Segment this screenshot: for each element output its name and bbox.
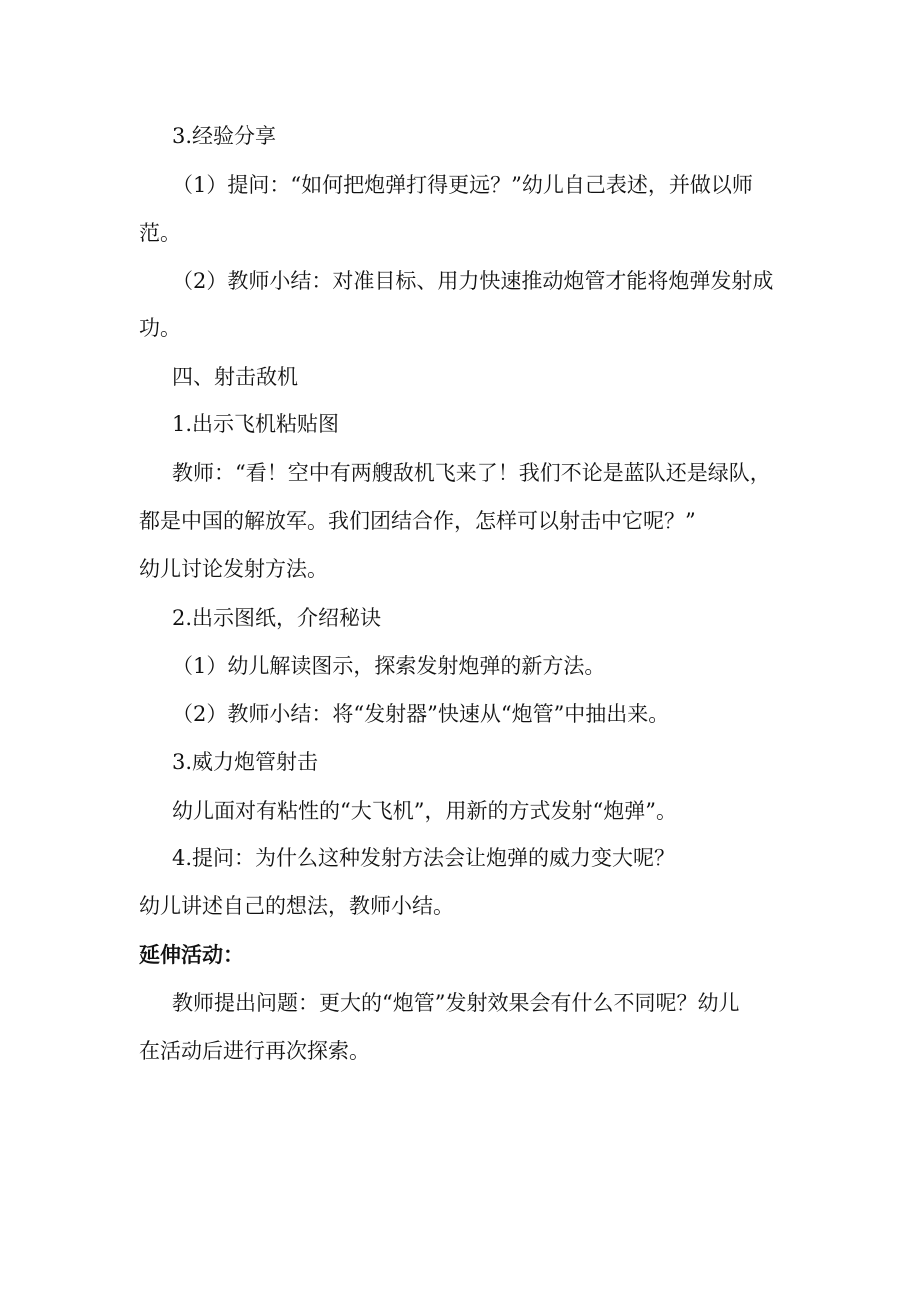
subheading-cannon-shooting: 3.威力炮管射击 [172, 750, 319, 774]
paragraph-line: 幼儿讲述自己的想法，教师小结。 [139, 894, 454, 918]
paragraph-line: （1）提问：“如何把炮弹打得更远？”幼儿自己表述，并做以师 [172, 173, 753, 197]
paragraph-line: 4.提问：为什么这种发射方法会让炮弹的威力变大呢？ [172, 846, 676, 870]
paragraph-line: 在活动后进行再次探索。 [139, 1039, 370, 1063]
paragraph-line: （2）教师小结：将“发射器”快速从“炮管”中抽出来。 [172, 702, 670, 726]
paragraph-line: 功。 [139, 316, 181, 340]
heading-experience-sharing: 3.经验分享 [172, 124, 277, 148]
subheading-show-drawing: 2.出示图纸，介绍秘诀 [172, 606, 382, 630]
paragraph-line: （1）幼儿解读图示，探索发射炮弹的新方法。 [172, 654, 606, 678]
paragraph-line: 教师提出问题：更大的“炮管”发射效果会有什么不同呢？幼儿 [172, 991, 740, 1015]
paragraph-line: （2）教师小结：对准目标、用力快速推动炮管才能将炮弹发射成 [172, 269, 774, 293]
subheading-airplane-sticker: 1.出示飞机粘贴图 [172, 412, 340, 436]
section-heading-shoot-enemy: 四、射击敌机 [172, 365, 298, 389]
paragraph-line: 都是中国的解放军。我们团结合作，怎样可以射击中它呢？” [139, 509, 696, 533]
paragraph-line: 幼儿面对有粘性的“大飞机”，用新的方式发射“炮弹”。 [172, 799, 677, 823]
paragraph-line: 幼儿讨论发射方法。 [139, 557, 328, 581]
paragraph-line: 范。 [139, 221, 181, 245]
heading-extension-activity: 延伸活动： [139, 943, 244, 967]
paragraph-line: 教师：“看！空中有两艘敌机飞来了！我们不论是蓝队还是绿队， [172, 461, 771, 485]
